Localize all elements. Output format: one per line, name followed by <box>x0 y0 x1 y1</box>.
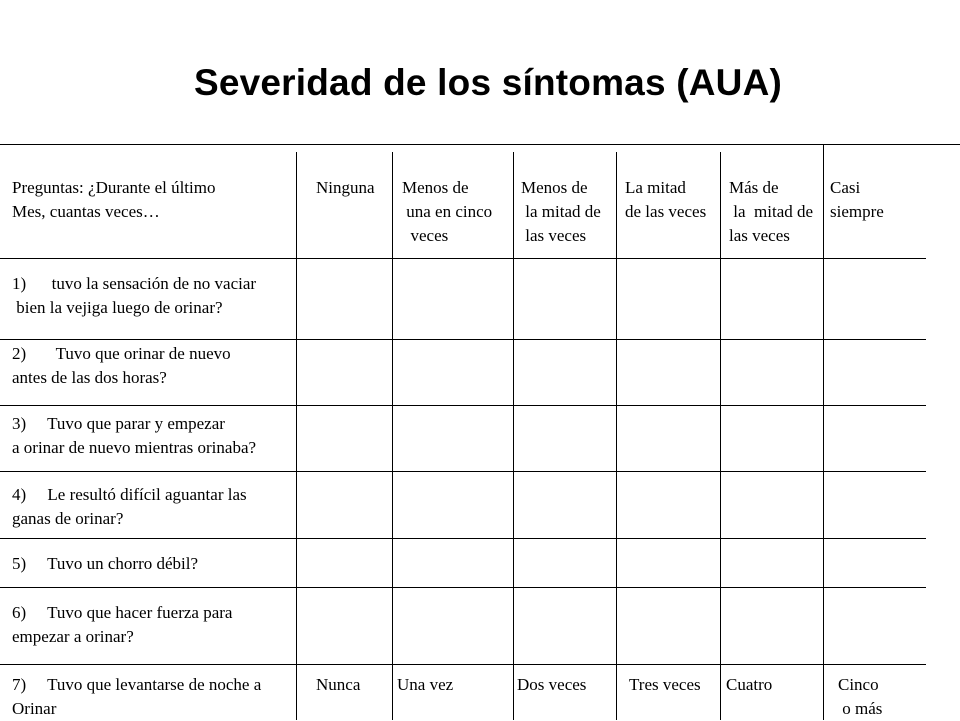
nocturia-option-cuatro: Cuatro <box>726 675 773 694</box>
column-divider <box>720 152 721 720</box>
question-6: 6) Tuvo que hacer fuerza para empezar a orinar? <box>12 603 233 646</box>
column-divider <box>513 152 514 720</box>
row-divider <box>0 538 926 539</box>
header-option-menos-mitad: Menos de la mitad de las veces <box>521 178 601 245</box>
header-option-casi-siempre: Casi siempre <box>830 178 884 221</box>
row-divider <box>0 405 926 406</box>
row-divider <box>0 587 926 588</box>
question-1: 1) tuvo la sensación de no vaciar bien la vejiga luego de orinar? <box>12 274 257 317</box>
column-divider <box>392 152 393 720</box>
nocturia-option-nunca: Nunca <box>316 675 361 694</box>
row-divider <box>0 664 926 665</box>
nocturia-option-una-vez: Una vez <box>397 675 454 694</box>
header-question: Preguntas: ¿Durante el último Mes, cuantas veces… <box>12 178 216 221</box>
question-3: 3) Tuvo que parar y empezar a orinar de nuevo mientras orinaba? <box>12 414 257 457</box>
page-title: Severidad de los síntomas (AUA) <box>193 62 783 103</box>
question-7: 7) Tuvo que levantarse de noche a Orinar <box>12 675 262 718</box>
column-divider <box>616 152 617 720</box>
column-divider <box>823 145 824 720</box>
question-4: 4) Le resultó difícil aguantar las ganas de orinar? <box>12 485 247 528</box>
question-2: 2) Tuvo que orinar de nuevo antes de las dos horas? <box>12 344 231 387</box>
row-divider <box>0 258 926 259</box>
header-option-mas-mitad: Más de la mitad de las veces <box>729 178 814 245</box>
column-divider <box>296 152 297 720</box>
title-divider <box>0 144 960 145</box>
header-option-menos-una-en-cinco: Menos de una en cinco veces <box>402 178 493 245</box>
header-option-la-mitad: La mitad de las veces <box>625 178 707 221</box>
nocturia-option-cinco-o-mas: Cinco o más <box>838 675 883 718</box>
nocturia-option-tres-veces: Tres veces <box>629 675 701 694</box>
row-divider <box>0 339 926 340</box>
header-option-ninguna: Ninguna <box>316 178 375 197</box>
row-divider <box>0 471 926 472</box>
nocturia-option-dos-veces: Dos veces <box>517 675 587 694</box>
question-5: 5) Tuvo un chorro débil? <box>12 554 199 573</box>
